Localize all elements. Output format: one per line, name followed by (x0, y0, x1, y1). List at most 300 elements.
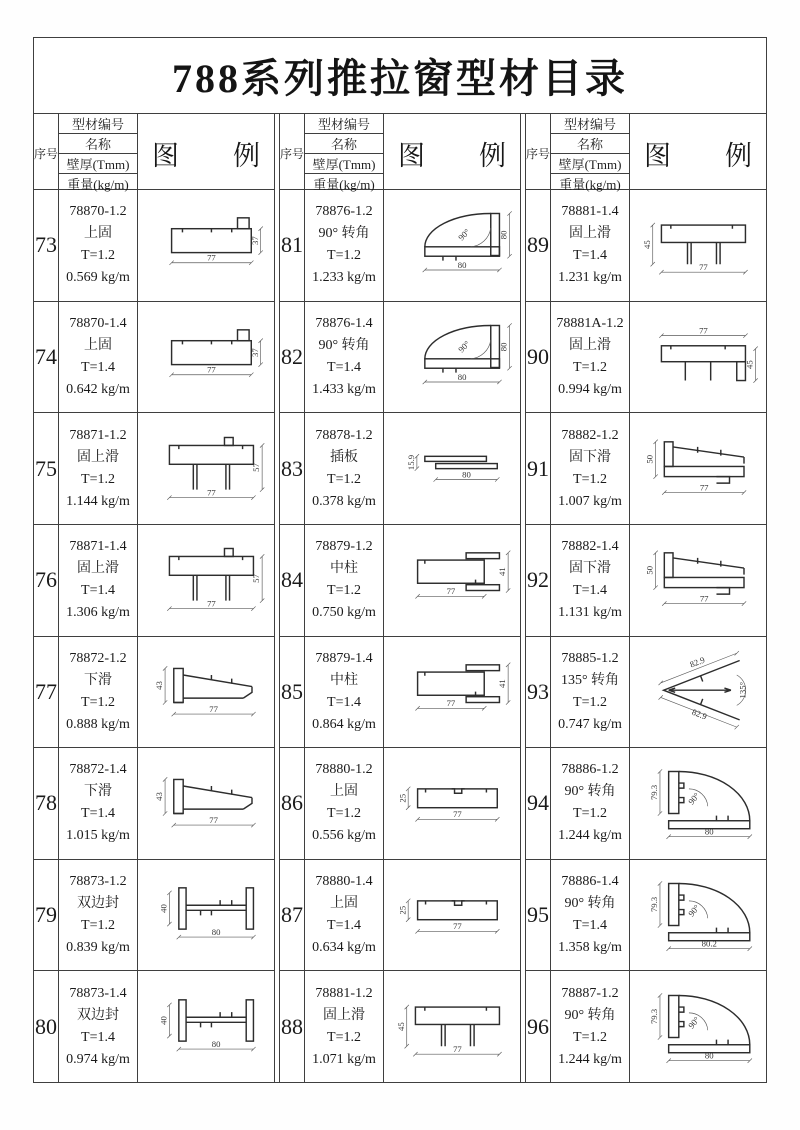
profile-info (59, 971, 138, 1082)
profile-code: 78871-1.2 (69, 427, 127, 443)
profile-code: 78880-1.4 (315, 874, 373, 890)
profile-code: 78870-1.4 (69, 315, 127, 331)
profile-name: 90° 转角 (318, 337, 370, 353)
catalog-group (280, 114, 520, 1082)
profile-code: 78876-1.2 (315, 204, 373, 220)
profile-code: 78873-1.4 (69, 985, 127, 1001)
svg-text:37: 37 (249, 348, 260, 357)
weight: 0.556 kg/m (312, 828, 376, 844)
serial-number: 91 (526, 413, 551, 524)
profile-row (34, 190, 274, 302)
serial-number: 95 (526, 860, 551, 971)
profile-name: 上固 (84, 226, 112, 242)
profile-code: 78879-1.4 (315, 650, 373, 666)
header-name: 名称 (305, 134, 383, 154)
wall-thickness: T=1.2 (327, 583, 361, 599)
wall-thickness: T=1.4 (81, 359, 115, 375)
serial-number: 89 (526, 190, 551, 301)
profile-row (280, 860, 520, 972)
profile-drawing (139, 191, 273, 299)
profile-drawing (385, 973, 519, 1081)
profile-name: 上固 (330, 896, 358, 912)
wall-thickness: T=1.2 (327, 248, 361, 264)
serial-number: 85 (280, 637, 305, 748)
profile-name: 中柱 (330, 561, 358, 577)
weight: 1.233 kg/m (312, 270, 376, 286)
profile-code: 78886-1.4 (561, 874, 619, 890)
weight: 0.974 kg/m (66, 1051, 130, 1067)
figure-cell (384, 748, 520, 859)
weight: 0.634 kg/m (312, 940, 376, 956)
svg-text:80: 80 (498, 230, 509, 240)
serial-number: 81 (280, 190, 305, 301)
profile-name: 90° 转角 (564, 1007, 616, 1023)
figure-cell (630, 302, 766, 413)
profile-drawing (631, 638, 765, 746)
profile-code: 78885-1.2 (561, 650, 619, 666)
wall-thickness: T=1.4 (327, 359, 361, 375)
svg-text:80: 80 (457, 371, 467, 382)
profile-code: 78881A-1.2 (556, 315, 624, 331)
profile-code: 78880-1.2 (315, 762, 373, 778)
serial-number: 96 (526, 971, 551, 1082)
serial-number: 88 (280, 971, 305, 1082)
weight: 1.306 kg/m (66, 605, 130, 621)
svg-text:80: 80 (498, 342, 509, 352)
svg-text:77: 77 (446, 586, 456, 597)
svg-text:90°: 90° (456, 338, 472, 355)
svg-text:90°: 90° (686, 1014, 702, 1031)
profile-row (526, 190, 766, 302)
header-seq: 序号 (280, 114, 305, 193)
header-figure: 图 例 (398, 141, 506, 171)
profile-row (280, 971, 520, 1082)
profile-info (551, 748, 630, 859)
wall-thickness: T=1.2 (327, 471, 361, 487)
profile-name: 固上滑 (323, 1007, 365, 1023)
wall-thickness: T=1.2 (573, 471, 607, 487)
profile-name: 135° 转角 (560, 672, 620, 688)
header-profile-code: 型材编号 (551, 114, 629, 134)
svg-text:45: 45 (641, 240, 652, 250)
svg-text:80: 80 (704, 826, 714, 837)
wall-thickness: T=1.2 (81, 471, 115, 487)
profile-drawing (385, 526, 519, 634)
svg-text:45: 45 (744, 360, 755, 369)
svg-text:43: 43 (154, 792, 165, 802)
profile-name: 插板 (330, 449, 358, 465)
svg-text:77: 77 (209, 815, 218, 826)
profile-info (305, 971, 384, 1082)
weight: 1.007 kg/m (558, 493, 622, 509)
figure-cell (138, 413, 274, 524)
serial-number: 86 (280, 748, 305, 859)
svg-text:41: 41 (497, 679, 508, 688)
profile-row (280, 302, 520, 414)
profile-name: 固上滑 (77, 449, 119, 465)
profile-row (280, 525, 520, 637)
header-name: 名称 (551, 134, 629, 154)
svg-text:80: 80 (704, 1050, 714, 1061)
serial-number: 87 (280, 860, 305, 971)
wall-thickness: T=1.2 (327, 1029, 361, 1045)
weight: 0.378 kg/m (312, 493, 376, 509)
header-profile-code: 型材编号 (305, 114, 383, 134)
profile-info (305, 860, 384, 971)
serial-number: 74 (34, 302, 59, 413)
weight: 0.839 kg/m (66, 940, 130, 956)
svg-text:45: 45 (395, 1021, 406, 1031)
figure-cell (630, 971, 766, 1082)
header-figure: 图 例 (644, 141, 752, 171)
profile-drawing (385, 303, 519, 411)
wall-thickness: T=1.4 (573, 248, 607, 264)
group-rows (526, 190, 766, 1082)
serial-number: 80 (34, 971, 59, 1082)
profile-code: 78872-1.4 (69, 762, 127, 778)
profile-name: 中柱 (330, 672, 358, 688)
svg-text:77: 77 (699, 325, 708, 336)
svg-text:79.3: 79.3 (649, 1008, 660, 1024)
serial-number: 82 (280, 302, 305, 413)
svg-text:80: 80 (457, 260, 467, 271)
figure-cell (630, 190, 766, 301)
weight: 1.244 kg/m (558, 828, 622, 844)
profile-row (34, 525, 274, 637)
svg-text:77: 77 (453, 1043, 462, 1054)
header-weight: 重量(kg/m) (313, 177, 375, 192)
group-rows (280, 190, 520, 1082)
header-weight: 重量(kg/m) (67, 177, 129, 192)
serial-number: 76 (34, 525, 59, 636)
svg-text:82.9: 82.9 (688, 654, 707, 670)
header-figure: 图 例 (152, 141, 260, 171)
wall-thickness: T=1.4 (573, 583, 607, 599)
svg-text:77: 77 (207, 364, 216, 375)
profile-name: 双边封 (77, 896, 119, 912)
svg-text:77: 77 (209, 703, 218, 714)
figure-cell (384, 190, 520, 301)
svg-text:77: 77 (453, 921, 462, 932)
profile-info (305, 748, 384, 859)
figure-cell (384, 860, 520, 971)
wall-thickness: T=1.2 (81, 918, 115, 934)
svg-text:90°: 90° (686, 902, 702, 919)
weight: 1.015 kg/m (66, 828, 130, 844)
header-seq: 序号 (34, 114, 59, 193)
profile-row (34, 637, 274, 749)
profile-table (33, 37, 767, 1083)
figure-cell (384, 971, 520, 1082)
profile-drawing (385, 415, 519, 523)
profile-row (526, 748, 766, 860)
wall-thickness: T=1.4 (327, 918, 361, 934)
profile-info (551, 860, 630, 971)
profile-name: 下滑 (84, 784, 112, 800)
profile-row (526, 860, 766, 972)
wall-thickness: T=1.4 (81, 806, 115, 822)
weight: 0.569 kg/m (66, 270, 130, 286)
profile-info (59, 302, 138, 413)
profile-name: 下滑 (84, 672, 112, 688)
profile-drawing (631, 526, 765, 634)
profile-row (526, 413, 766, 525)
svg-text:77: 77 (699, 593, 709, 604)
profile-info (551, 971, 630, 1082)
figure-cell (138, 971, 274, 1082)
wall-thickness: T=1.2 (573, 359, 607, 375)
profile-info (59, 413, 138, 524)
profile-row (34, 413, 274, 525)
profile-name: 固下滑 (569, 561, 611, 577)
serial-number: 73 (34, 190, 59, 301)
weight: 0.994 kg/m (558, 381, 622, 397)
svg-text:25: 25 (397, 906, 408, 915)
profile-drawing (631, 191, 765, 299)
catalog-group (34, 114, 274, 1082)
profile-row (526, 637, 766, 749)
catalog-group (526, 114, 766, 1082)
serial-number: 84 (280, 525, 305, 636)
group-rows (34, 190, 274, 1082)
profile-info (305, 190, 384, 301)
svg-text:80.2: 80.2 (701, 938, 717, 949)
figure-cell (630, 637, 766, 748)
profile-info (59, 860, 138, 971)
wall-thickness: T=1.4 (81, 1029, 115, 1045)
wall-thickness: T=1.2 (573, 806, 607, 822)
profile-name: 双边封 (77, 1007, 119, 1023)
serial-number: 79 (34, 860, 59, 971)
serial-number: 78 (34, 748, 59, 859)
header-thickness: 壁厚(Tmm) (59, 154, 137, 174)
serial-number: 83 (280, 413, 305, 524)
svg-text:15.9: 15.9 (405, 454, 416, 470)
profile-name: 固下滑 (569, 449, 611, 465)
profile-drawing (139, 749, 273, 857)
serial-number: 90 (526, 302, 551, 413)
figure-cell (138, 748, 274, 859)
group-header (34, 114, 274, 190)
svg-text:57: 57 (251, 462, 262, 472)
wall-thickness: T=1.2 (327, 806, 361, 822)
table-body (34, 114, 766, 1082)
profile-name: 固上滑 (569, 337, 611, 353)
profile-name: 90° 转角 (564, 896, 616, 912)
weight: 1.433 kg/m (312, 381, 376, 397)
profile-row (34, 971, 274, 1082)
profile-row (34, 748, 274, 860)
figure-cell (138, 860, 274, 971)
profile-row (34, 860, 274, 972)
profile-drawing (139, 303, 273, 411)
header-info (305, 114, 384, 193)
svg-text:90°: 90° (686, 791, 702, 807)
profile-drawing (139, 526, 273, 634)
svg-text:41: 41 (497, 567, 508, 577)
profile-name: 固上滑 (77, 561, 119, 577)
profile-drawing (385, 861, 519, 969)
figure-cell (630, 413, 766, 524)
wall-thickness: T=1.2 (573, 694, 607, 710)
profile-drawing (385, 749, 519, 857)
profile-row (280, 748, 520, 860)
svg-text:77: 77 (207, 252, 216, 263)
profile-drawing (139, 638, 273, 746)
profile-code: 78879-1.2 (315, 539, 373, 555)
weight: 1.144 kg/m (66, 493, 130, 509)
svg-text:79.3: 79.3 (649, 896, 660, 913)
svg-text:82.9: 82.9 (690, 706, 709, 722)
wall-thickness: T=1.4 (573, 918, 607, 934)
profile-info (551, 525, 630, 636)
weight: 1.071 kg/m (312, 1051, 376, 1067)
header-thickness: 壁厚(Tmm) (305, 154, 383, 174)
profile-row (526, 971, 766, 1082)
wall-thickness: T=1.4 (327, 694, 361, 710)
profile-info (59, 637, 138, 748)
figure-cell (630, 525, 766, 636)
figure-cell (138, 525, 274, 636)
svg-text:37: 37 (249, 236, 260, 246)
profile-info (305, 525, 384, 636)
profile-drawing (631, 861, 765, 969)
profile-code: 78881-1.2 (315, 985, 373, 1001)
header-info (551, 114, 630, 193)
profile-code: 78872-1.2 (69, 650, 127, 666)
header-seq: 序号 (526, 114, 551, 193)
group-header (526, 114, 766, 190)
profile-name: 90° 转角 (564, 784, 616, 800)
profile-drawing (631, 415, 765, 523)
profile-drawing (385, 191, 519, 299)
profile-code: 78881-1.4 (561, 204, 619, 220)
weight: 0.864 kg/m (312, 716, 376, 732)
profile-info (551, 302, 630, 413)
header-profile-code: 型材编号 (59, 114, 137, 134)
figure-cell (138, 190, 274, 301)
profile-name: 90° 转角 (318, 226, 370, 242)
serial-number: 77 (34, 637, 59, 748)
header-info (59, 114, 138, 193)
profile-info (59, 748, 138, 859)
profile-drawing (385, 638, 519, 746)
profile-info (551, 413, 630, 524)
group-header (280, 114, 520, 190)
svg-text:80: 80 (211, 926, 221, 937)
figure-cell (384, 302, 520, 413)
figure-cell (138, 637, 274, 748)
svg-text:80: 80 (211, 1038, 221, 1049)
profile-info (305, 637, 384, 748)
profile-code: 78887-1.2 (561, 985, 619, 1001)
profile-drawing (631, 749, 765, 857)
profile-drawing (139, 861, 273, 969)
profile-code: 78878-1.2 (315, 427, 373, 443)
svg-text:77: 77 (699, 481, 709, 492)
svg-text:77: 77 (207, 487, 216, 498)
profile-info (305, 413, 384, 524)
svg-text:57: 57 (251, 574, 262, 584)
serial-number: 94 (526, 748, 551, 859)
svg-text:135°: 135° (737, 681, 748, 699)
profile-info (59, 525, 138, 636)
profile-name: 上固 (330, 784, 358, 800)
svg-text:77: 77 (207, 598, 216, 609)
weight: 0.747 kg/m (558, 716, 622, 732)
svg-text:80: 80 (462, 468, 471, 479)
header-thickness: 壁厚(Tmm) (551, 154, 629, 174)
profile-drawing (631, 973, 765, 1081)
svg-text:40: 40 (158, 1015, 169, 1025)
profile-code: 78870-1.2 (69, 204, 127, 220)
svg-text:43: 43 (154, 680, 165, 690)
svg-text:77: 77 (453, 809, 462, 820)
wall-thickness: T=1.4 (81, 583, 115, 599)
svg-text:50: 50 (644, 566, 655, 575)
figure-cell (384, 525, 520, 636)
profile-code: 78876-1.4 (315, 315, 373, 331)
svg-text:79.3: 79.3 (649, 785, 660, 801)
wall-thickness: T=1.2 (81, 694, 115, 710)
profile-info (305, 302, 384, 413)
weight: 1.131 kg/m (558, 605, 622, 621)
serial-number: 75 (34, 413, 59, 524)
profile-row (280, 637, 520, 749)
profile-row (526, 525, 766, 637)
profile-code: 78873-1.2 (69, 874, 127, 890)
svg-text:50: 50 (644, 454, 655, 464)
svg-text:25: 25 (397, 794, 408, 804)
profile-name: 固上滑 (569, 226, 611, 242)
profile-code: 78886-1.2 (561, 762, 619, 778)
page-title: 788系列推拉窗型材目录 (34, 38, 766, 114)
profile-drawing (139, 415, 273, 523)
profile-name: 上固 (84, 337, 112, 353)
profile-row (280, 413, 520, 525)
weight: 0.642 kg/m (66, 381, 130, 397)
serial-number: 92 (526, 525, 551, 636)
figure-cell (138, 302, 274, 413)
weight: 0.750 kg/m (312, 605, 376, 621)
profile-code: 78882-1.4 (561, 539, 619, 555)
profile-code: 78871-1.4 (69, 539, 127, 555)
profile-info (551, 637, 630, 748)
weight: 1.244 kg/m (558, 1051, 622, 1067)
profile-drawing (631, 303, 765, 411)
profile-info (551, 190, 630, 301)
wall-thickness: T=1.2 (81, 248, 115, 264)
weight: 1.358 kg/m (558, 940, 622, 956)
svg-text:77: 77 (699, 262, 708, 273)
header-weight: 重量(kg/m) (559, 177, 621, 192)
serial-number: 93 (526, 637, 551, 748)
figure-cell (384, 413, 520, 524)
profile-row (280, 190, 520, 302)
profile-code: 78882-1.2 (561, 427, 619, 443)
weight: 1.231 kg/m (558, 270, 622, 286)
svg-text:90°: 90° (456, 227, 472, 243)
profile-drawing (139, 973, 273, 1081)
header-name: 名称 (59, 134, 137, 154)
profile-info (59, 190, 138, 301)
figure-cell (384, 637, 520, 748)
figure-cell (630, 748, 766, 859)
svg-text:77: 77 (446, 697, 456, 708)
profile-row (34, 302, 274, 414)
weight: 0.888 kg/m (66, 716, 130, 732)
svg-text:40: 40 (158, 904, 169, 913)
